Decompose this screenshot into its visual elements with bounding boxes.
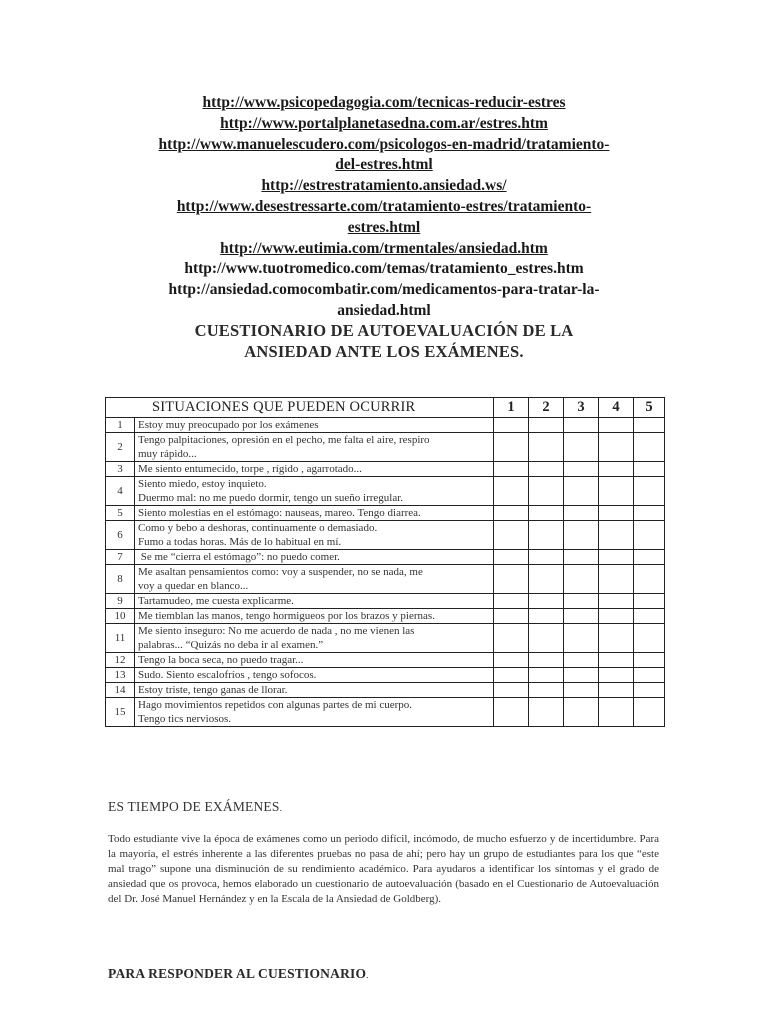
situation-line: Tengo tics nerviosos. [138, 713, 232, 725]
item-number: 3 [106, 462, 135, 477]
rating-cell[interactable] [634, 550, 665, 565]
item-number: 13 [106, 668, 135, 683]
section-heading-text: PARA RESPONDER AL CUESTIONARIO [108, 966, 367, 981]
situation-text [135, 521, 494, 550]
rating-cell[interactable] [529, 462, 564, 477]
rating-cell[interactable] [634, 433, 665, 462]
rating-cell[interactable] [494, 653, 529, 668]
situation-line: palabras... “Quizás no deba ir al examen.” [138, 639, 324, 651]
table-row [106, 653, 665, 668]
link-tuotromedico[interactable]: http://www.tuotromedico.com/temas/tratamiento_estres.htm [184, 260, 584, 278]
situation-line: Duermo mal: no me puedo dormir, tengo un sueño irregular. [138, 492, 404, 504]
section-heading-period: . [279, 803, 283, 813]
rating-cell[interactable] [564, 418, 599, 433]
rating-cell[interactable] [599, 609, 634, 624]
item-number: 10 [106, 609, 135, 624]
situation-line: Me asaltan pensamientos como: voy a suspender, no se nada, me [138, 566, 423, 578]
section-heading-exam-time [108, 799, 282, 815]
situation-line: Siento miedo, estoy inquieto. [138, 478, 267, 490]
situation-text [135, 698, 494, 727]
link-line: estres.html [347, 218, 421, 236]
rating-cell[interactable] [599, 653, 634, 668]
title-line-2: ANSIEDAD ANTE LOS EXÁMENES. [244, 342, 524, 361]
rating-cell[interactable] [634, 668, 665, 683]
situation-text [135, 624, 494, 653]
rating-cell[interactable] [529, 668, 564, 683]
item-number: 2 [106, 433, 135, 462]
item-number: 6 [106, 521, 135, 550]
rating-cell[interactable] [634, 418, 665, 433]
section-heading-how-to-answer [108, 966, 369, 982]
scale-header: 4 [599, 398, 634, 418]
situations-header: SITUACIONES QUE PUEDEN OCURRIR [106, 398, 494, 418]
rating-cell[interactable] [529, 565, 564, 594]
rating-cell[interactable] [494, 550, 529, 565]
rating-cell[interactable] [529, 609, 564, 624]
rating-cell[interactable] [529, 698, 564, 727]
situation-text [135, 683, 494, 698]
rating-cell[interactable] [564, 698, 599, 727]
rating-cell[interactable] [564, 668, 599, 683]
link-line: del-estres.html [335, 156, 433, 174]
link-line: http://www.desestressarte.com/tratamiento-estres/tratamiento- [176, 197, 592, 215]
situation-text [135, 550, 494, 565]
situation-text [135, 433, 494, 462]
rating-cell[interactable] [564, 506, 599, 521]
scale-header: 5 [634, 398, 665, 418]
rating-cell[interactable] [529, 477, 564, 506]
section-heading-text: ES TIEMPO DE EXÁMENES [108, 799, 280, 814]
rating-cell[interactable] [599, 433, 634, 462]
link-psicopedagogia[interactable]: http://www.psicopedagogia.com/tecnicas-reducir-estres [202, 94, 566, 111]
table-row [106, 698, 665, 727]
table-header-row [106, 398, 665, 418]
situation-text [135, 609, 494, 624]
rating-cell[interactable] [564, 683, 599, 698]
table-row [106, 594, 665, 609]
rating-cell[interactable] [634, 477, 665, 506]
situation-line: Estoy triste, tengo ganas de llorar. [138, 684, 288, 696]
reference-links [100, 93, 668, 322]
table-row [106, 506, 665, 521]
rating-cell[interactable] [494, 433, 529, 462]
item-number: 7 [106, 550, 135, 565]
rating-cell[interactable] [634, 698, 665, 727]
rating-cell[interactable] [634, 624, 665, 653]
rating-cell[interactable] [564, 624, 599, 653]
rating-cell[interactable] [494, 683, 529, 698]
link-estrestratamiento[interactable]: http://estrestratamiento.ansiedad.ws/ [261, 177, 507, 195]
table-row [106, 668, 665, 683]
rating-cell[interactable] [494, 418, 529, 433]
rating-cell[interactable] [494, 506, 529, 521]
item-number: 1 [106, 418, 135, 433]
rating-cell[interactable] [529, 683, 564, 698]
rating-cell[interactable] [494, 521, 529, 550]
link-line: http://ansiedad.comocombatir.com/medicamentos-para-tratar-la- [168, 281, 600, 299]
rating-cell[interactable] [529, 624, 564, 653]
table-row [106, 418, 665, 433]
rating-cell[interactable] [564, 521, 599, 550]
link-line: http://www.manuelescudero.com/psicologos-en-madrid/tratamiento- [158, 135, 610, 153]
link-portalplanetasedna[interactable]: http://www.portalplanetasedna.com.ar/estres.htm [220, 114, 548, 132]
situation-line: Estoy muy preocupado por los exámenes [138, 419, 319, 431]
situation-text [135, 565, 494, 594]
situation-line: Me tiemblan las manos, tengo hormigueos por los brazos y piernas. [138, 610, 435, 622]
situation-text [135, 668, 494, 683]
situation-line: Se me “cierra el estómago”: no puedo comer. [138, 551, 340, 563]
anxiety-questionnaire-table [105, 397, 665, 727]
rating-cell[interactable] [599, 550, 634, 565]
rating-cell[interactable] [599, 624, 634, 653]
rating-cell[interactable] [529, 521, 564, 550]
item-number: 11 [106, 624, 135, 653]
situation-line: Tengo palpitaciones, opresión en el pecho, me falta el aire, respiro [138, 434, 430, 446]
situation-line: muy rápido... [138, 448, 197, 460]
rating-cell[interactable] [599, 565, 634, 594]
rating-cell[interactable] [599, 683, 634, 698]
rating-cell[interactable] [529, 550, 564, 565]
scale-header: 3 [564, 398, 599, 418]
item-number: 9 [106, 594, 135, 609]
link-comocombatir[interactable] [100, 280, 668, 322]
rating-cell[interactable] [564, 653, 599, 668]
table-row [106, 521, 665, 550]
questionnaire-title [100, 320, 668, 362]
rating-cell[interactable] [494, 624, 529, 653]
situation-line: voy a quedar en blanco... [138, 580, 249, 592]
situation-line: Como y bebo a deshoras, continuamente o demasiado. [138, 522, 378, 534]
rating-cell[interactable] [634, 683, 665, 698]
situation-text [135, 653, 494, 668]
rating-cell[interactable] [599, 418, 634, 433]
rating-cell[interactable] [634, 609, 665, 624]
rating-cell[interactable] [494, 609, 529, 624]
rating-cell[interactable] [634, 506, 665, 521]
rating-cell[interactable] [529, 506, 564, 521]
rating-cell[interactable] [564, 462, 599, 477]
table-row [106, 609, 665, 624]
table-row [106, 624, 665, 653]
rating-cell[interactable] [634, 521, 665, 550]
rating-cell[interactable] [494, 668, 529, 683]
table-body [106, 418, 665, 727]
item-number: 8 [106, 565, 135, 594]
situation-text [135, 506, 494, 521]
rating-cell[interactable] [564, 609, 599, 624]
table-row [106, 565, 665, 594]
link-desestressarte[interactable] [100, 197, 668, 239]
rating-cell[interactable] [494, 594, 529, 609]
rating-cell[interactable] [599, 477, 634, 506]
situation-line: Me siento inseguro: No me acuerdo de nada , no me vienen las [138, 625, 415, 637]
title-line-1: CUESTIONARIO DE AUTOEVALUACIÓN DE LA [194, 321, 574, 340]
rating-cell[interactable] [529, 418, 564, 433]
rating-cell[interactable] [564, 594, 599, 609]
rating-cell[interactable] [599, 668, 634, 683]
rating-cell[interactable] [634, 594, 665, 609]
item-number: 15 [106, 698, 135, 727]
situation-line: Sudo. Siento escalofríos , tengo sofocos. [138, 669, 317, 681]
situation-line: Fumo a todas horas. Más de lo habitual en mí. [138, 536, 342, 548]
item-number: 14 [106, 683, 135, 698]
link-manuelescudero[interactable] [100, 135, 668, 177]
scale-header: 2 [529, 398, 564, 418]
item-number: 12 [106, 653, 135, 668]
situation-text [135, 462, 494, 477]
item-number: 5 [106, 506, 135, 521]
situation-text [135, 418, 494, 433]
rating-cell[interactable] [634, 565, 665, 594]
situation-text [135, 477, 494, 506]
rating-cell[interactable] [494, 477, 529, 506]
item-number: 4 [106, 477, 135, 506]
scale-header: 1 [494, 398, 529, 418]
link-line: ansiedad.html [337, 301, 431, 319]
rating-cell[interactable] [599, 521, 634, 550]
rating-cell[interactable] [564, 565, 599, 594]
situation-line: Hago movimientos repetidos con algunas partes de mi cuerpo. [138, 699, 413, 711]
table-row [106, 550, 665, 565]
situation-line: Me siento entumecido, torpe , rígido , agarrotado... [138, 463, 362, 475]
situation-line: Tengo la boca seca, no puedo tragar... [138, 654, 304, 666]
rating-cell[interactable] [529, 594, 564, 609]
section-heading-period: . [366, 970, 369, 980]
rating-cell[interactable] [564, 433, 599, 462]
rating-cell[interactable] [564, 477, 599, 506]
intro-paragraph: Todo estudiante vive la época de exámenes como un periodo difícil, incómodo, de mucho esfuerzo y de incertidumbre. Para la mayoría, el estrés inherente a las diferentes pruebas no pasa de ahí; pero hay un grupo de estudiantes para los que “este mal trago” supone una disminución de su rendimiento académico. Para ayudaros a identificar los síntomas y el grado de ansiedad que os provoca, hemos elaborado un cuestionario de autoevaluación (basado en el Cuestionario de Autoevaluación del Dr. José Manuel Hernández y en la Escala de la Ansiedad de Goldberg). [108, 833, 659, 905]
rating-cell[interactable] [494, 462, 529, 477]
rating-cell[interactable] [634, 462, 665, 477]
rating-cell[interactable] [494, 698, 529, 727]
link-eutimia[interactable]: http://www.eutimia.com/trmentales/ansiedad.htm [220, 239, 548, 257]
rating-cell[interactable] [529, 433, 564, 462]
table-row [106, 462, 665, 477]
rating-cell[interactable] [494, 565, 529, 594]
situation-line: Siento molestias en el estómago: nauseas, mareo. Tengo diarrea. [138, 507, 421, 519]
rating-cell[interactable] [529, 653, 564, 668]
rating-cell[interactable] [599, 698, 634, 727]
rating-cell[interactable] [599, 462, 634, 477]
table-row [106, 433, 665, 462]
table-row [106, 477, 665, 506]
rating-cell[interactable] [634, 653, 665, 668]
situation-text [135, 594, 494, 609]
rating-cell[interactable] [564, 550, 599, 565]
situation-line: Tartamudeo, me cuesta explicarme. [138, 595, 294, 607]
rating-cell[interactable] [599, 506, 634, 521]
table-row [106, 683, 665, 698]
rating-cell[interactable] [599, 594, 634, 609]
